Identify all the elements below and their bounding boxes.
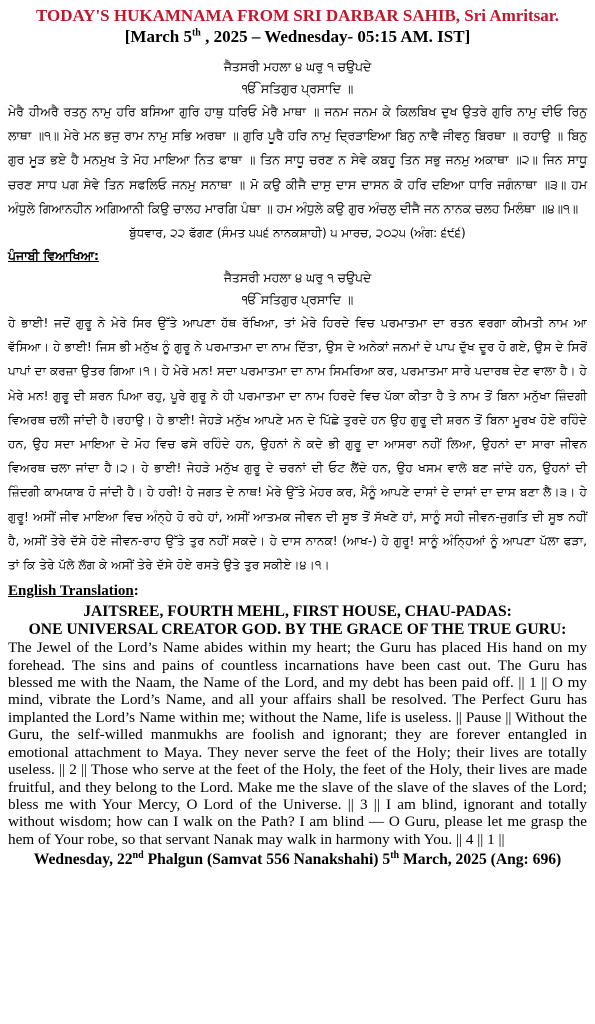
footer-part-2: Phalgun (Samvat 556 Nanakshahi) 5 — [143, 851, 391, 869]
gurbani-heading-raag: ਜੈਤਸਰੀ ਮਹਲਾ ੪ ਘਰੁ ੧ ਚਉਪਦੇ — [223, 59, 372, 74]
date-line — [8, 26, 587, 48]
english-heading-mool-mantar: ONE UNIVERSAL CREATOR GOD. BY THE GRACE OF THE TRUE GURU: — [28, 621, 567, 639]
punjabi-label: ਪੰਜਾਬੀ ਵਿਆਖਿਆ: — [8, 248, 99, 264]
english-label-colon: : — [133, 583, 139, 600]
date-superscript: th — [191, 27, 201, 39]
english-translation-text: The Jewel of the Lord’s Name abides within my heart; the Guru has placed His hand on my forehead. The sins and pains of countless incarnations have been cast out. The Guru has blessed me with the Naam, the Name of the Lord, and my debt has been paid off. || 1 || O my mind, vibrate the Lord’s Name, and all your affairs shall be resolved. The Perfect Guru has implanted the Lord’s Name within me; without the Name, life is useless. || Pause || Without the Guru, the self-willed manmukhs are foolish and ignorant; they are forever entangled in emotional attachment to Maya. They never serve the feet of the Holy; their lives are totally useless. || 2 || Those who serve at the feet of the Holy, the feet of the Holy, their lives are made fruitful, and they belong to the Lord. Make me the slave of the slave of the slaves of the Lord; bless me with Your Mercy, O Lord of the Universe. || 3 || I am blind, ignorant and totally without wisdom; how can I walk on the Path? I am blind — O Guru, please let me grasp the hem of Your robe, so that servant Nanak may walk in harmony with You. || 4 || 1 || — [8, 639, 587, 848]
english-heading-raag: JAITSREE, FOURTH MEHL, FIRST HOUSE, CHAU-PADAS: — [83, 603, 512, 621]
english-label — [8, 581, 587, 601]
footer-part-1: Wednesday, 22 — [33, 851, 133, 869]
footer-sup-2: th — [390, 849, 400, 861]
date-suffix: , 2025 – Wednesday- 05:15 AM. IST] — [200, 27, 471, 46]
page-title: TODAY'S HUKAMNAMA FROM SRI DARBAR SAHIB, Sri Amritsar. — [35, 6, 560, 25]
gurbani-date-line: ਬੁੱਧਵਾਰ, ੨੨ ਫੱਗਣ (ਸੰਮਤ ੫੫੬ ਨਾਨਕਸ਼ਾਹੀ) ੫ ਮਾਰਚ, ੨੦੨੫ (ਅੰਗ: ੬੯੬) — [129, 226, 466, 241]
gurbani-heading-mool-mantar: ੴ ਸਤਿਗੁਰ ਪ੍ਰਸਾਦਿ ॥ — [241, 81, 354, 96]
footer-sup-1: nd — [132, 849, 144, 861]
footer-date-line — [8, 850, 587, 870]
punjabi-explanation-text: ਹੇ ਭਾਈ! ਜਦੋਂ ਗੁਰੂ ਨੇ ਮੇਰੇ ਸਿਰ ਉੱਤੇ ਆਪਣਾ ਹੱਥ ਰੱਖਿਆ, ਤਾਂ ਮੇਰੇ ਹਿਰਦੇ ਵਿਚ ਪਰਮਾਤਮਾ ਦਾ ਰਤਨ ਵਰਗਾ ਕੀਮਤੀ ਨਾਮ ਆ ਵੱਸਿਆ। ਹੇ ਭਾਈ! ਜਿਸ ਭੀ ਮਨੁੱਖ ਨੂੰ ਗੁਰੂ ਨੇ ਪਰਮਾਤਮਾ ਦਾ ਨਾਮ ਦਿੱਤਾ, ਉਸ ਦੇ ਅਨੇਕਾਂ ਜਨਮਾਂ ਦੇ ਪਾਪ ਦੁੱਖ ਦੂਰ ਹੋ ਗਏ, ਉਸ ਦੇ ਸਿਰੋਂ ਪਾਪਾਂ ਦਾ ਕਰਜ਼ਾ ਉਤਰ ਗਿਆ।੧। ਹੇ ਮੇਰੇ ਮਨ! ਸਦਾ ਪਰਮਾਤਮਾ ਦਾ ਨਾਮ ਸਿਮਰਿਆ ਕਰ, ਪਰਮਾਤਮਾ ਸਾਰੇ ਪਦਾਰਥ ਦੇਣ ਵਾਲਾ ਹੈ। ਹੇ ਮੇਰੇ ਮਨ! ਗੁਰੂ ਦੀ ਸ਼ਰਨ ਪਿਆ ਰਹੁ, ਪੂਰੇ ਗੁਰੂ ਨੇ ਹੀ ਪਰਮਾਤਮਾ ਦਾ ਨਾਮ ਹਿਰਦੇ ਵਿਚ ਪੱਕਾ ਕੀਤਾ ਹੈ ਤੇ ਨਾਮ ਤੋਂ ਬਿਨਾ ਮਨੁੱਖਾ ਜ਼ਿੰਦਗੀ ਵਿਅਰਥ ਚਲੀ ਜਾਂਦੀ ਹੈ।ਰਹਾਉ। ਹੇ ਭਾਈ! ਜੇਹੜੇ ਮਨੁੱਖ ਆਪਣੇ ਮਨ ਦੇ ਪਿੱਛੇ ਤੁਰਦੇ ਹਨ ਉਹ ਗੁਰੂ ਦੀ ਸ਼ਰਨ ਤੋਂ ਬਿਨਾ ਮੂਰਖ ਹੋਏ ਰਹਿੰਦੇ ਹਨ, ਉਹ ਸਦਾ ਮਾਇਆ ਦੇ ਮੋਹ ਵਿਚ ਫਸੇ ਰਹਿੰਦੇ ਹਨ, ਉਹਨਾਂ ਨੇ ਕਦੇ ਭੀ ਗੁਰੂ ਦਾ ਆਸਰਾ ਨਹੀਂ ਲਿਆ, ਉਹਨਾਂ ਦਾ ਸਾਰਾ ਜੀਵਨ ਵਿਅਰਥ ਚਲਾ ਜਾਂਦਾ ਹੈ।੨। ਹੇ ਭਾਈ! ਜੇਹੜੇ ਮਨੁੱਖ ਗੁਰੂ ਦੇ ਚਰਨਾਂ ਦੀ ਓਟ ਲੈਂਦੇ ਹਨ, ਉਹ ਖਸਮ ਵਾਲੇ ਬਣ ਜਾਂਦੇ ਹਨ, ਉਹਨਾਂ ਦੀ ਜ਼ਿੰਦਗੀ ਕਾਮਯਾਬ ਹੋ ਜਾਂਦੀ ਹੈ। ਹੇ ਹਰੀ! ਹੇ ਜਗਤ ਦੇ ਨਾਥ! ਮੇਰੇ ਉੱਤੇ ਮੇਹਰ ਕਰ, ਮੈਨੂੰ ਆਪਣੇ ਦਾਸਾਂ ਦੇ ਦਾਸਾਂ ਦਾ ਦਾਸ ਬਣਾ ਲੈ।੩। ਹੇ ਗੁਰੂ! ਅਸੀਂ ਜੀਵ ਮਾਇਆ ਵਿਚ ਅੰਨ੍ਹੇ ਹੋ ਰਹੇ ਹਾਂ, ਅਸੀਂ ਆਤਮਕ ਜੀਵਨ ਦੀ ਸੂਝ ਤੋਂ ਸੱਖਣੇ ਹਾਂ, ਸਾਨੂੰ ਸਹੀ ਜੀਵਨ-ਜੁਗਤਿ ਦੀ ਸੂਝ ਨਹੀਂ ਹੈ, ਅਸੀਂ ਤੇਰੇ ਦੱਸੇ ਹੋਏ ਜੀਵਨ-ਰਾਹ ਉੱਤੇ ਤੁਰ ਨਹੀਂ ਸਕਦੇ। ਹੇ ਦਾਸ ਨਾਨਕ! (ਆਖ-) ਹੇ ਗੁਰੂ! ਸਾਨੂੰ ਅੰਨ੍ਹਿਆਂ ਨੂੰ ਆਪਣਾ ਪੱਲਾ ਫੜਾ, ਤਾਂ ਕਿ ਤੇਰੇ ਪੱਲੇ ਲੱਗ ਕੇ ਅਸੀਂ ਤੇਰੇ ਦੱਸੇ ਹੋਏ ਰਸਤੇ ਉਤੇ ਤੁਰ ਸਕੀਏ।੪।੧। — [8, 316, 587, 573]
footer-part-3: March, 2025 (Ang: 696) — [399, 851, 562, 869]
punjabi-heading-raag: ਜੈਤਸਰੀ ਮਹਲਾ ੪ ਘਰੁ ੧ ਚਉਪਦੇ — [223, 270, 372, 286]
english-label-text: English Translation — [8, 583, 134, 600]
date-prefix: [March 5 — [124, 27, 192, 46]
gurbani-text: ਮੇਰੈ ਹੀਅਰੈ ਰਤਨੁ ਨਾਮੁ ਹਰਿ ਬਸਿਆ ਗੁਰਿ ਹਾਥੁ ਧਰਿਓ ਮੇਰੈ ਮਾਥਾ ॥ ਜਨਮ ਜਨਮ ਕੇ ਕਿਲਬਿਖ ਦੁਖ ਉਤਰੇ ਗੁਰਿ ਨਾਮੁ ਦੀਓ ਰਿਨੁ ਲਾਥਾ ॥੧॥ ਮੇਰੇ ਮਨ ਭਜੁ ਰਾਮ ਨਾਮੁ ਸਭਿ ਅਰਥਾ ॥ ਗੁਰਿ ਪੂਰੈ ਹਰਿ ਨਾਮੁ ਦ੍ਰਿੜਾਇਆ ਬਿਨੁ ਨਾਵੈ ਜੀਵਨੁ ਬਿਰਥਾ ॥ ਰਹਾਉ ॥ ਬਿਨੁ ਗੁਰ ਮੂੜ ਭਏ ਹੈ ਮਨਮੁਖ ਤੇ ਮੋਹ ਮਾਇਆ ਨਿਤ ਫਾਥਾ ॥ ਤਿਨ ਸਾਧੂ ਚਰਣ ਨ ਸੇਵੇ ਕਬਹੂ ਤਿਨ ਸਭੁ ਜਨਮੁ ਅਕਾਥਾ ॥੨॥ ਜਿਨ ਸਾਧੂ ਚਰਣ ਸਾਧ ਪਗ ਸੇਵੇ ਤਿਨ ਸਫਲਿਓ ਜਨਮੁ ਸਨਾਥਾ ॥ ਮੋ ਕਉ ਕੀਜੈ ਦਾਸੁ ਦਾਸ ਦਾਸਨ ਕੋ ਹਰਿ ਦਇਆ ਧਾਰਿ ਜਗੰਨਾਥਾ ॥੩॥ ਹਮ ਅੰਧੁਲੇ ਗਿਆਨਹੀਨ ਅਗਿਆਨੀ ਕਿਉ ਚਾਲਹ ਮਾਰਗਿ ਪੰਥਾ ॥ ਹਮ ਅੰਧੁਲੇ ਕਉ ਗੁਰ ਅੰਚਲੁ ਦੀਜੈ ਜਨ ਨਾਨਕ ਚਲਹ ਮਿਲੰਥਾ ॥੪॥੧॥ — [8, 104, 587, 216]
punjabi-heading-mool-mantar: ੴ ਸਤਿਗੁਰ ਪ੍ਰਸਾਦਿ ॥ — [241, 292, 354, 308]
